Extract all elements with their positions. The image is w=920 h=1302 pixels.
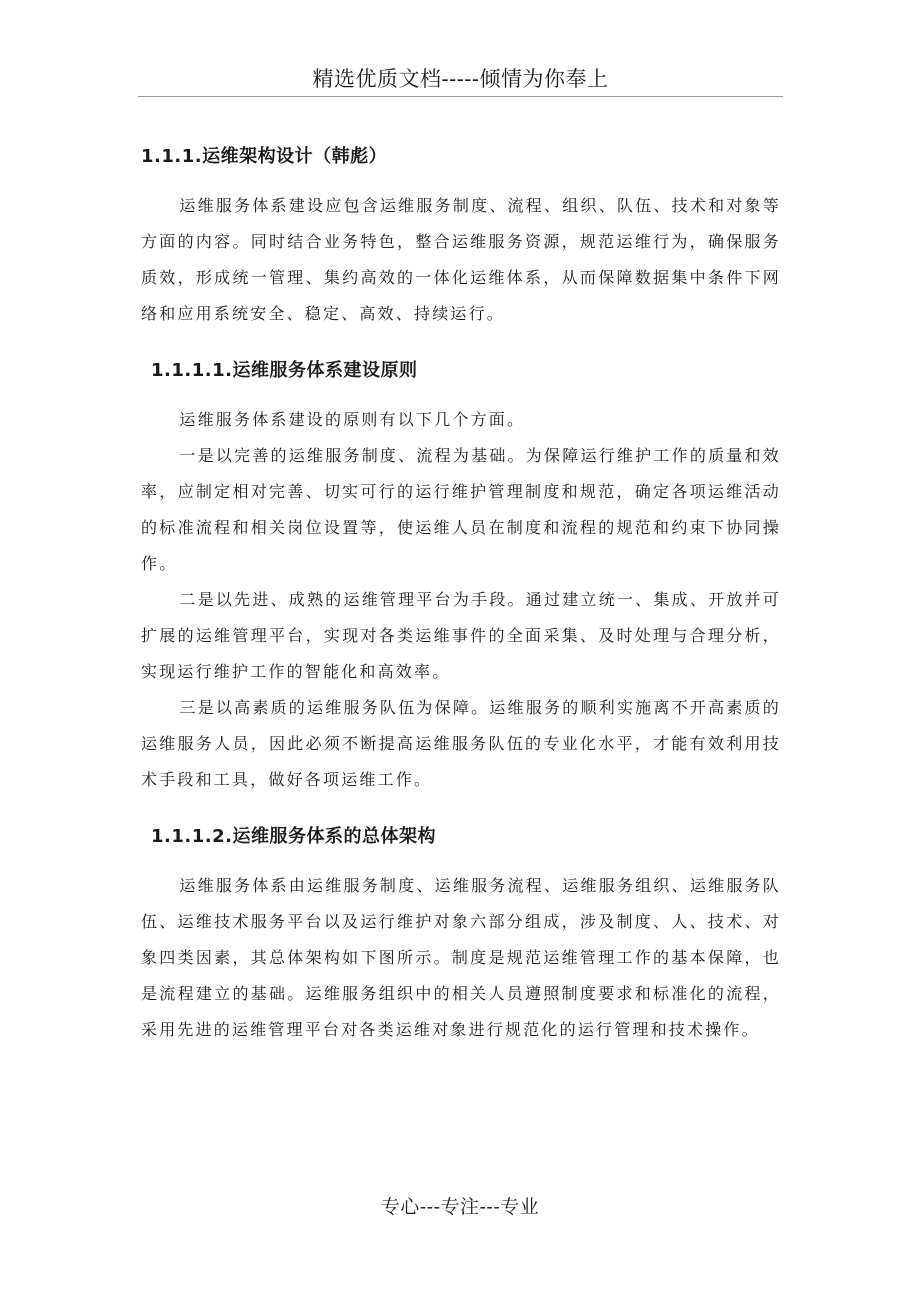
paragraph: 二是以先进、成熟的运维管理平台为手段。通过建立统一、集成、开放并可扩展的运维管理平台，实现对各类运维事件的全面采集、及时处理与合理分析，实现运行维护工作的智能化和高效率。	[141, 590, 781, 681]
subsection-heading-principles: 1.1.1.1.运维服务体系建设原则	[151, 360, 418, 381]
section-intro-paragraph: 运维服务体系建设应包含运维服务制度、流程、组织、队伍、技术和对象等方面的内容。同时结合业务特色，整合运维服务资源，规范运维行为，确保服务质效，形成统一管理、集约高效的一体化运维体系，从而保障数据集中条件下网络和应用系统安全、稳定、高效、持续运行。	[141, 196, 781, 323]
paragraph: 运维服务体系由运维服务制度、运维服务流程、运维服务组织、运维服务队伍、运维技术服务平台以及运行维护对象六部分组成，涉及制度、人、技术、对象四类因素，其总体架构如下图所示。制度是规范运维管理工作的基本保障，也是流程建立的基础。运维服务组织中的相关人员遵照制度要求和标准化的流程，采用先进的运维管理平台对各类运维对象进行规范化的运行管理和技术操作。	[141, 876, 781, 1039]
paragraph: 三是以高素质的运维服务队伍为保障。运维服务的顺利实施离不开高素质的运维服务人员，因此必须不断提高运维服务队伍的专业化水平，才能有效利用技术手段和工具，做好各项运维工作。	[141, 698, 781, 789]
page-footer: 专心---专注---专业	[380, 1196, 540, 1218]
page-header: 精选优质文档-----倾情为你奉上	[138, 62, 783, 97]
document-body	[141, 138, 781, 1048]
paragraph: 一是以完善的运维服务制度、流程为基础。为保障运行维护工作的质量和效率，应制定相对完善、切实可行的运行维护管理制度和规范，确定各项运维活动的标准流程和相关岗位设置等，使运维人员在制度和流程的规范和约束下协同操作。	[141, 446, 781, 573]
section-heading: 1.1.1.运维架构设计（韩彪）	[141, 146, 388, 167]
paragraph: 运维服务体系建设的原则有以下几个方面。	[179, 410, 526, 429]
subsection-heading-architecture: 1.1.1.2.运维服务体系的总体架构	[151, 826, 436, 847]
